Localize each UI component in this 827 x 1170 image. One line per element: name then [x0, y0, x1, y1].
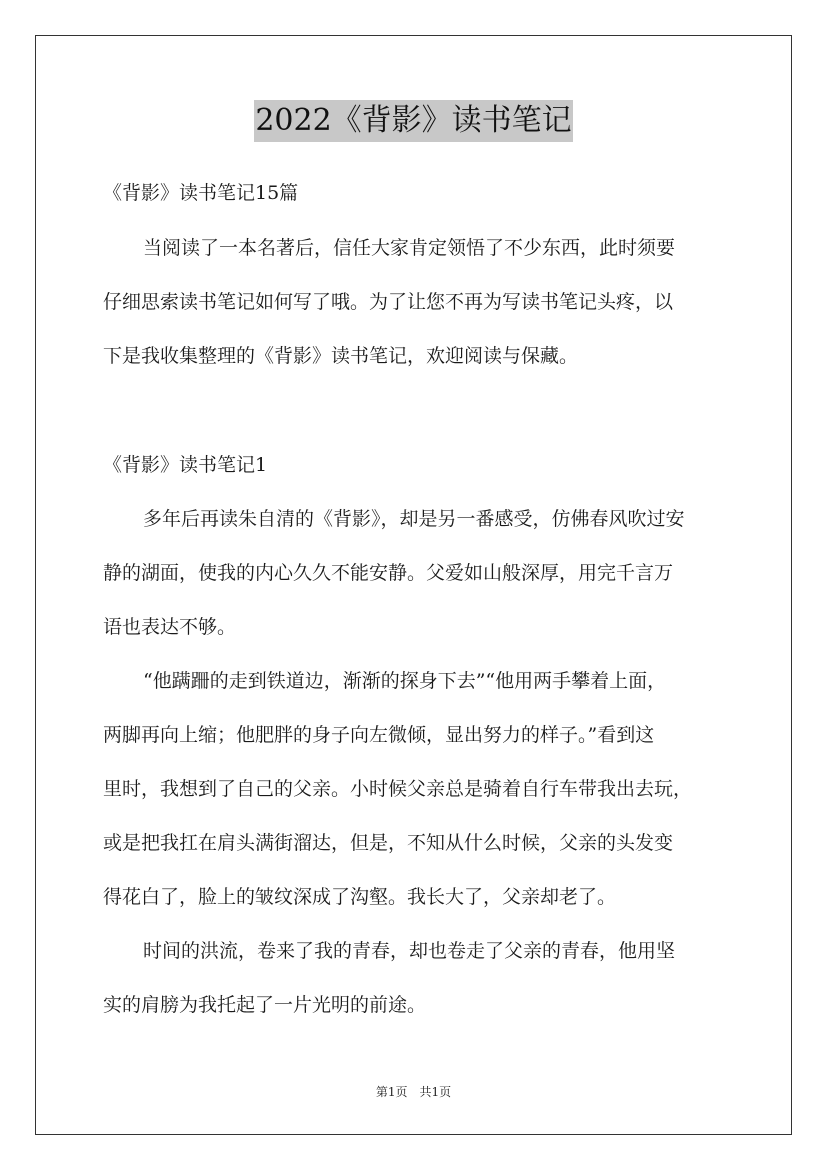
paragraph-line: 两脚再向上缩；他肥胖的身子向左微倾，显出努力的样子。”看到这	[103, 724, 655, 746]
page-number: 第1页 共1页	[375, 1085, 452, 1099]
paragraph-line: 里时，我想到了自己的父亲。小时候父亲总是骑着自行车带我出去玩，	[103, 778, 693, 800]
paragraph-line: 实的肩膀为我托起了一片光明的前途。	[103, 994, 427, 1016]
section-heading: 《背影》读书笔记1	[103, 454, 268, 476]
paragraph-line: 时间的洪流，卷来了我的青春，却也卷走了父亲的青春，他用坚	[143, 940, 676, 962]
intro-line: 当阅读了一本名著后，信任大家肯定领悟了不少东西，此时须要	[143, 237, 676, 259]
paragraph-line: 多年后再读朱自清的《背影》，却是另一番感受，仿佛春风吹过安	[143, 508, 685, 530]
paragraph-line: 语也表达不够。	[103, 616, 237, 638]
paragraph-line: 静的湖面，使我的内心久久不能安静。父爱如山般深厚，用完千言万	[103, 562, 674, 584]
paragraph-line: 得花白了，脸上的皱纹深成了沟壑。我长大了，父亲却老了。	[103, 886, 617, 908]
intro-line: 下是我收集整理的《背影》读书笔记，欢迎阅读与保藏。	[103, 345, 579, 367]
intro-line: 仔细思索读书笔记如何写了哦。为了让您不再为写读书笔记头疼，以	[103, 291, 674, 313]
document-title: 2022《背影》读书笔记	[254, 100, 572, 142]
paragraph-line: “他蹒跚的走到铁道边，渐渐的探身下去”“他用两手攀着上面，	[143, 670, 667, 692]
title-container	[0, 100, 827, 142]
document-subtitle: 《背影》读书笔记15篇	[103, 182, 299, 204]
paragraph-line: 或是把我扛在肩头满街溜达，但是，不知从什么时候，父亲的头发变	[103, 832, 674, 854]
